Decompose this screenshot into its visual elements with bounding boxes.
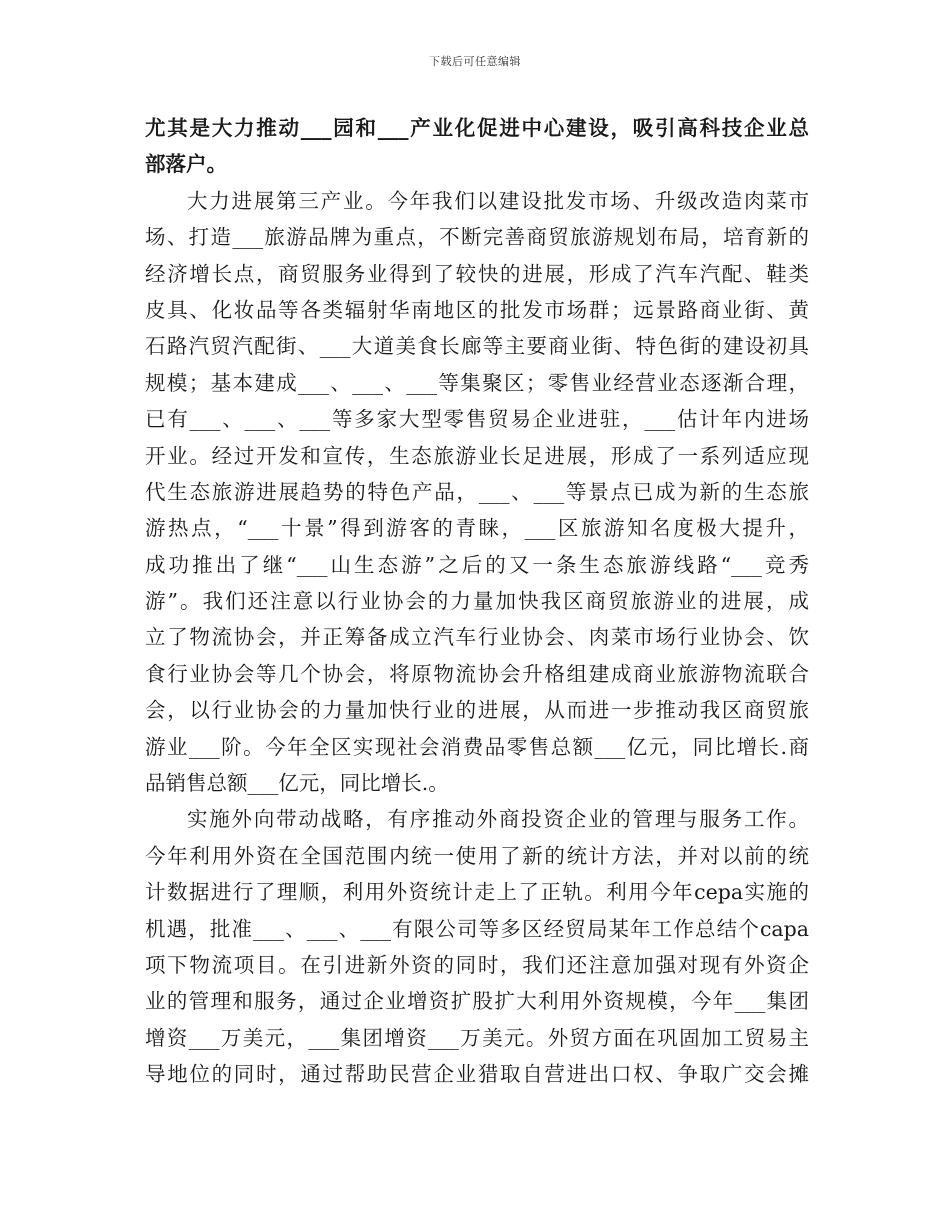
text-line: 部落户。 [145, 152, 227, 177]
text-line: 尤其是大力推动___园和___产业化促进中心建设，吸引高科技企业总 [145, 116, 809, 140]
text-line: 会，以行业协会的力量加快行业的进展，从而进一步推动我区商贸旅 [145, 698, 809, 723]
text-line: 游”。我们还注意以行业协会的力量加快我区商贸旅游业的进展，成 [145, 589, 809, 614]
text-line: 已有___、___、___等多家大型零售贸易企业进驻，___估计年内进场 [145, 407, 809, 432]
text-line: 食行业协会等几个协会，将原物流协会升格组建成商业旅游物流联合 [145, 661, 809, 686]
text-line: 皮具、化妆品等各类辐射华南地区的批发市场群；远景路商业街、黄 [145, 297, 809, 322]
text-line: 开业。经过开发和宣传，生态旅游业长足进展，形成了一系列适应现 [145, 443, 809, 468]
page-header: 下载后可任意编辑 [429, 55, 521, 68]
paragraph-2 [145, 183, 809, 802]
text-line: 品销售总额___亿元，同比增长.。 [145, 771, 449, 796]
text-line: 规模；基本建成___、___、___等集聚区；零售业经营业态逐渐合理， [145, 370, 809, 395]
text-line: 石路汽贸汽配街、___大道美食长廊等主要商业街、特色街的建设初具 [145, 334, 809, 359]
paragraph-3 [145, 801, 809, 1092]
text-line: 今年利用外资在全国范围内统一使用了新的统计方法，并对以前的统 [145, 843, 809, 868]
text-line: 实施外向带动战略，有序推动外商投资企业的管理与服务工作。 [187, 807, 809, 832]
text-line: 大力进展第三产业。今年我们以建设批发市场、升级改造肉菜市 [187, 188, 809, 213]
text-line: 游业___阶。今年全区实现社会消费品零售总额___亿元，同比增长.商 [145, 734, 809, 759]
text-line: 导地位的同时，通过帮助民营企业猎取自营进出口权、争取广交会摊 [145, 1062, 809, 1087]
paragraph-1 [145, 110, 809, 183]
text-line: 计数据进行了理顺，利用外资统计走上了正轨。利用今年cepa实施的 [145, 880, 809, 905]
text-line: 场、打造___旅游品牌为重点，不断完善商贸旅游规划布局，培育新的 [145, 225, 809, 250]
text-line: 立了物流协会，并正筹备成立汽车行业协会、肉菜市场行业协会、饮 [145, 625, 809, 650]
text-line: 项下物流项目。在引进新外资的同时，我们还注意加强对现有外资企 [145, 952, 809, 977]
text-line: 经济增长点，商贸服务业得到了较快的进展，形成了汽车汽配、鞋类 [145, 261, 809, 286]
document-body [145, 110, 809, 1093]
text-line: 机遇，批准___、___、___有限公司等多区经贸局某年工作总结个capa [145, 916, 809, 941]
text-line: 代生态旅游进展趋势的特色产品，___、___等景点已成为新的生态旅 [145, 479, 809, 504]
text-line: 业的管理和服务，通过企业增资扩股扩大利用外资规模，今年___集团 [145, 989, 809, 1014]
text-line: 成功推出了继“___山生态游”之后的又一条生态旅游线路“___竞秀 [145, 552, 809, 577]
text-line: 游热点，“___十景”得到游客的青睐，___区旅游知名度极大提升， [145, 516, 809, 541]
text-line: 增资___万美元，___集团增资___万美元。外贸方面在巩固加工贸易主 [145, 1025, 809, 1050]
